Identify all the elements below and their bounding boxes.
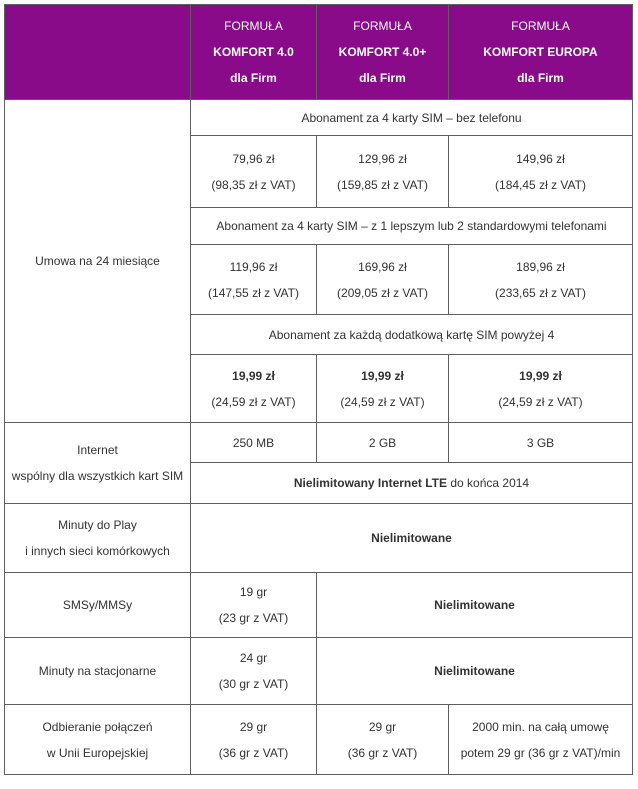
ue-col3-line1: 2000 min. na całą umowę [472,719,609,734]
price-gross: (184,45 zł z VAT) [495,177,586,192]
ue-col2 [317,705,449,775]
stacjonarne-value: Nielimitowane [317,638,633,705]
header-col2-line2: KOMFORT 4.0+ [338,45,427,59]
price-gross: (209,05 zł z VAT) [337,285,428,300]
stacjonarne-price-cell [191,638,317,705]
minuty-play-label-line2: i innych sieci komórkowych [25,544,170,558]
internet-label-line1: Internet [77,443,118,457]
price-gross: (24,59 zł z VAT) [340,394,425,409]
minuty-play-label [5,504,191,573]
header-col1-line2: KOMFORT 4.0 [213,45,294,59]
stacjonarne-row [5,638,633,705]
price-gross: (98,35 zł z VAT) [211,177,296,192]
header-komfort-europa [449,5,633,100]
price-gross: (233,65 zł z VAT) [495,285,586,300]
dodatkowa-karta-title: Abonament za każdą dodatkową kartę SIM powyżej 4 [191,315,633,355]
price-cell [449,136,633,208]
minuty-play-row [5,504,633,573]
ue-col1 [191,705,317,775]
price-gross: (24,59 zł z VAT) [211,394,296,409]
stacjonarne-label: Minuty na stacjonarne [5,638,191,705]
ue-label-line2: w Unii Europejskiej [46,745,149,760]
sms-label: SMSy/MMSy [5,573,191,638]
price-net: 169,96 zł [358,259,407,274]
header-empty-cell [5,5,191,100]
price-net: 19,99 zł [232,368,275,383]
internet-label-line2: wspólny dla wszystkich kart SIM [11,469,184,483]
price-cell [191,245,317,315]
header-col2-line3: dla Firm [359,71,406,85]
ue-row [5,705,633,775]
ue-label [5,705,191,775]
header-col1-line1: FORMUŁA [224,19,283,33]
sms-value: Nielimitowane [317,573,633,638]
price-cell [191,136,317,208]
price-gross: (159,85 zł z VAT) [337,177,428,192]
price-net: 119,96 zł [229,259,278,274]
internet-value: 250 MB [191,423,317,463]
sms-price-cell [191,573,317,638]
internet-lte-bold: Nielimitowany Internet LTE [293,476,448,490]
price-net: 19,99 zł [519,368,562,383]
header-col2-line1: FORMUŁA [353,19,412,33]
header-col3-line2: KOMFORT EUROPA [483,45,598,59]
minuty-play-label-line1: Minuty do Play [58,518,137,532]
header-col3-line3: dla Firm [517,71,564,85]
price-cell [317,245,449,315]
stacjonarne-price-vat: (30 gr z VAT) [218,677,289,691]
header-row [5,5,633,100]
sms-price: 19 gr [239,585,268,599]
price-net: 79,96 zł [232,151,275,166]
abonament-z-telefonem-title: Abonament za 4 karty SIM – z 1 lepszym lub 2 standardowymi telefonami [191,208,633,245]
minuty-play-value: Nielimitowane [191,504,633,573]
price-net: 129,96 zł [358,151,407,166]
header-komfort-4-0-plus [317,5,449,100]
ue-col1-vat: (36 gr z VAT) [218,745,289,760]
abonament-bez-telefonu-title-row [5,100,633,136]
sms-row [5,573,633,638]
internet-value: 3 GB [449,423,633,463]
ue-col2-price: 29 gr [368,719,397,734]
price-cell [317,136,449,208]
price-cell [449,245,633,315]
ue-col1-price: 29 gr [239,719,268,734]
price-cell [191,355,317,423]
ue-col2-vat: (36 gr z VAT) [347,745,418,760]
internet-lte-rest: do końca 2014 [447,476,530,490]
header-komfort-4-0 [191,5,317,100]
sms-price-vat: (23 gr z VAT) [218,611,289,625]
header-col1-line3: dla Firm [230,71,277,85]
internet-value: 2 GB [317,423,449,463]
header-col3-line1: FORMUŁA [511,19,570,33]
price-gross: (147,55 zł z VAT) [208,285,299,300]
price-net: 189,96 zł [516,259,565,274]
ue-col3 [449,705,633,775]
stacjonarne-price: 24 gr [239,651,268,665]
abonament-bez-telefonu-title: Abonament za 4 karty SIM – bez telefonu [191,100,633,136]
ue-label-line1: Odbieranie połączeń [42,719,153,734]
internet-lte [191,463,633,504]
price-gross: (24,59 zł z VAT) [498,394,583,409]
umowa-label: Umowa na 24 miesiące [5,100,191,423]
price-cell [449,355,633,423]
price-net: 149,96 zł [516,151,565,166]
offer-comparison-table [4,4,633,775]
internet-label [5,423,191,504]
price-net: 19,99 zł [361,368,404,383]
price-cell [317,355,449,423]
internet-row [5,423,633,463]
ue-col3-line2: potem 29 gr (36 gr z VAT)/min [460,745,621,760]
